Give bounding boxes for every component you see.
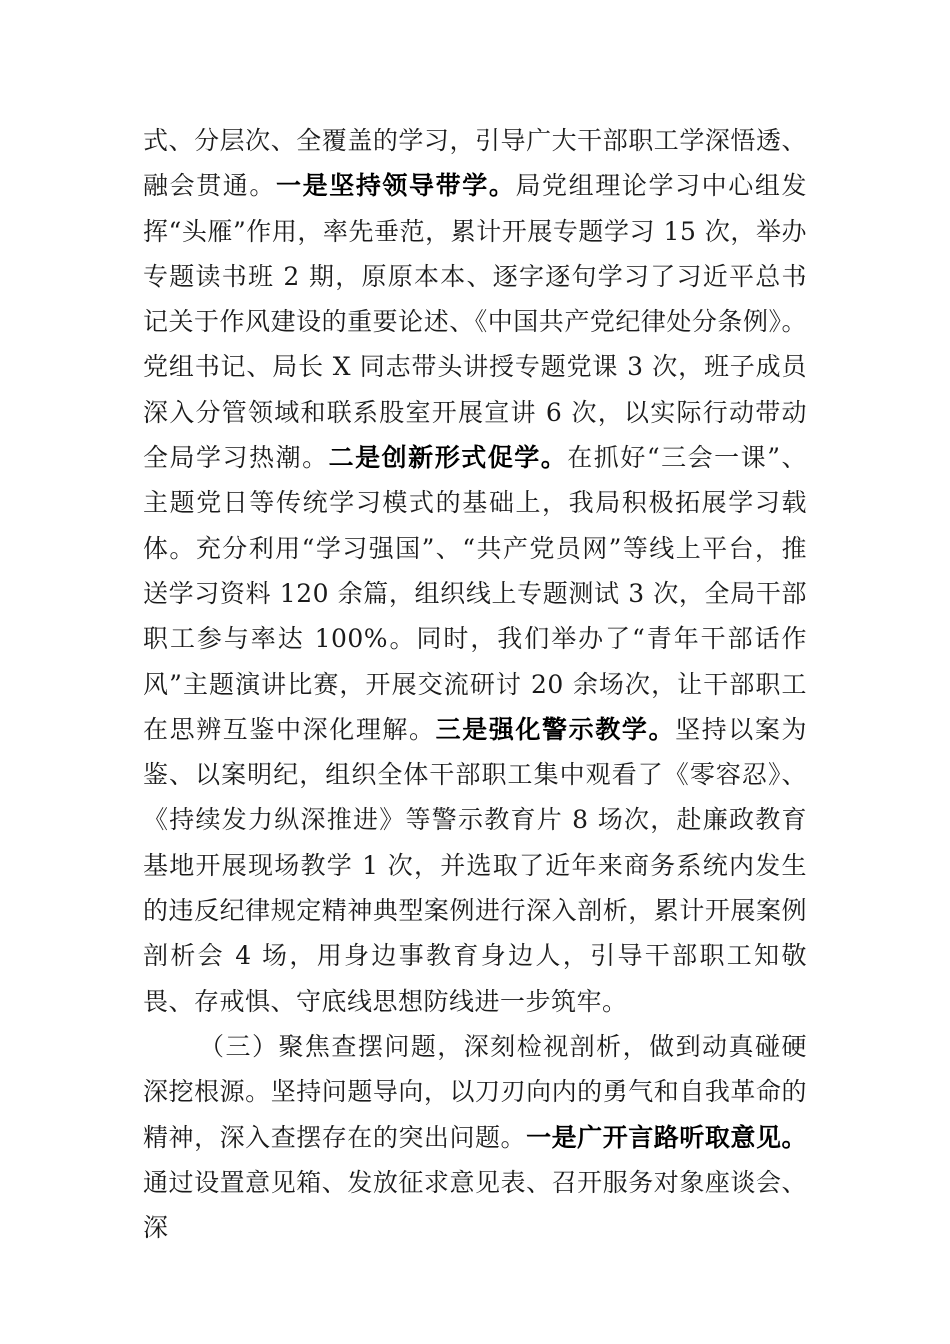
- paragraph-text: 局党组理论学习中心组发挥“头雁”作用，率先垂范，累计开展专题学习 15 次，举办专题读书班 2 期，原原本本、逐字逐句学习了习近平总书记关于作风建设的重要论述、《中国共产党纪律处分条例》。党组书记、局长 X 同志带头讲授专题党课 3 次，班子成员深入分管领域和联系股室开展宣讲 6 次，以实际行动带动全局学习热潮。: [143, 171, 807, 473]
- paragraph-problem-finding: [143, 1024, 807, 1250]
- paragraph-text: 式、分层次、全覆盖的学习，引导广大干部职工学深悟透、融会贯通。: [143, 126, 807, 201]
- paragraph-text: 坚持以案为鉴、以案明纪，组织全体干部职工集中观看了《零容忍》、《持续发力纵深推进》等警示教育片 8 场次，赴廉政教育基地开展现场教学 1 次，并选取了近年来商务系统内发生的违反纪律规定精神典型案例进行深入剖析，累计开展案例剖析会 4 场，用身边事教育身边人，引导干部职工知敬畏、存戒惧、守底线思想防线进一步筑牢。: [143, 714, 807, 1016]
- paragraph-text: （三）聚焦查摆问题，深刻检视剖析，做到动真碰硬深挖根源。坚持问题导向，以刀刃向内的勇气和自我革命的精神，深入查摆存在的突出问题。: [143, 1031, 807, 1152]
- paragraph-text: 通过设置意见箱、发放征求意见表、召开服务对象座谈会、深: [143, 1167, 807, 1243]
- bold-heading-leader-study: 一是坚持领导带学。: [276, 171, 516, 201]
- bold-heading-listen-opinions: 一是广开言路听取意见。: [526, 1122, 807, 1152]
- bold-heading-warning-education: 三是强化警示教学。: [435, 714, 676, 744]
- paragraph-text: 在抓好“三会一课”、主题党日等传统学习模式的基础上，我局积极拓展学习载体。充分利用“学习强国”、“共产党员网”等线上平台，推送学习资料 120 余篇，组织线上专题测试 3 次，全局干部职工参与率达 100%。同时，我们举办了“青年干部话作风”主题演讲比赛，开展交流研讨 20 余场次，让干部职工在思辨互鉴中深化理解。: [143, 443, 807, 744]
- bold-heading-innovative-study: 二是创新形式促学。: [328, 443, 568, 473]
- paragraph-study-measures: [143, 118, 807, 1024]
- document-body: [143, 118, 807, 1250]
